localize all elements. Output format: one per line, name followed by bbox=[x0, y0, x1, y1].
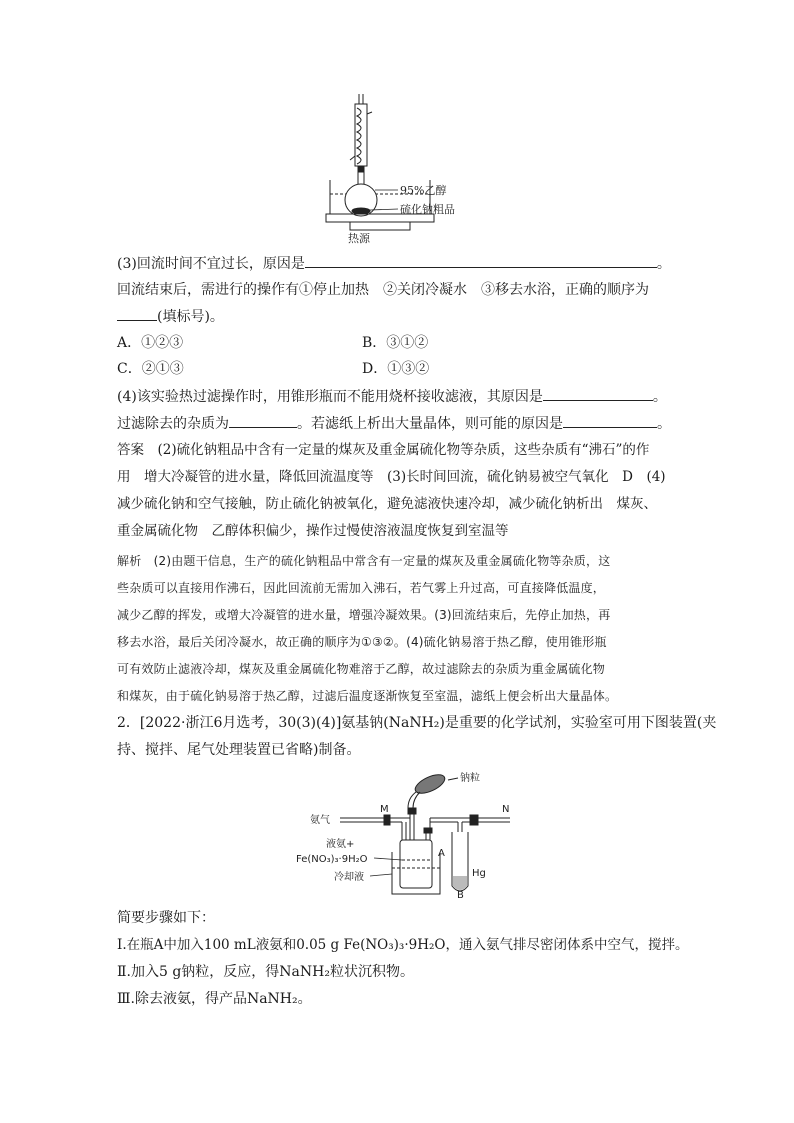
q4-answer-blank-3 bbox=[563, 413, 657, 428]
option-c: C．②①③ bbox=[117, 361, 184, 377]
tube-b-icon bbox=[452, 832, 468, 891]
q2-line2: 持、搅拌、尾气处理装置已省略)制备。 bbox=[117, 742, 361, 758]
condenser-icon bbox=[350, 94, 372, 172]
step-1: Ⅰ.在瓶A中加入100 mL液氨和0.05 g Fe(NO₃)₃·9H₂O，通入氨气排尽密闭体系中空气，搅拌。 bbox=[117, 937, 689, 953]
solution-line-4: 移去水浴，最后关闭冷凝水，故正确的顺序为①③②。(4)硫化钠易溶于热乙醇，使用锥形瓶 bbox=[117, 635, 607, 649]
answer-line-1: 答案 (2)硫化钠粗品中含有一定量的煤灰及重金属硫化物等杂质，这些杂质有“沸石”的作 bbox=[117, 442, 650, 458]
round-bottom-flask-icon bbox=[345, 172, 377, 216]
step-2: Ⅱ.加入5 g钠粒，反应，得NaNH₂粒状沉积物。 bbox=[117, 964, 414, 980]
label-liquid-ammonia: 液氨+ bbox=[326, 839, 355, 850]
solution-line-3: 减少乙醇的挥发，或增大冷凝管的进水量，增强冷凝效果。(3)回流结束后，先停止加热，再 bbox=[117, 608, 611, 622]
label-crude-sodium-sulfide: 硫化钠粗品 bbox=[400, 203, 455, 216]
q4-line1: (4)该实验热过滤操作时，用锥形瓶而不能用烧杯接收滤液，其原因是 。 bbox=[117, 386, 667, 407]
q3-answer-blank bbox=[305, 253, 657, 268]
option-b: B．③①② bbox=[362, 335, 429, 351]
answer-line-2: 用 增大冷凝管的进水量，降低回流温度等 (3)长时间回流，硫化钠易被空气氧化 D (4) bbox=[117, 469, 666, 485]
label-outlet-n: N bbox=[502, 804, 510, 815]
label-ammonia: 氨气 bbox=[310, 815, 330, 826]
solution-line-6: 和煤灰，由于硫化钠易溶于热乙醇，过滤后温度逐渐恢复至室温，滤纸上便会析出大量晶体。 bbox=[117, 689, 618, 703]
label-flask-a: A bbox=[438, 848, 445, 859]
q3-order-blank bbox=[117, 306, 157, 321]
solution-line-1: 解析 (2)由题干信息，生产的硫化钠粗品中常含有一定量的煤灰及重金属硫化物等杂质，这 bbox=[117, 554, 611, 568]
steps-intro: 简要步骤如下： bbox=[117, 910, 215, 926]
label-tube-b: B bbox=[457, 890, 464, 900]
q2-line1: 2．[2022·浙江6月选考，30(3)(4)]氨基钠(NaNH₂)是重要的化学试剂，实验室可用下图装置(夹 bbox=[117, 715, 717, 731]
step-3: Ⅲ.除去液氨，得产品NaNH₂。 bbox=[117, 991, 312, 1007]
label-ethanol: 95%乙醇 bbox=[400, 184, 447, 197]
option-d: D．①③② bbox=[362, 361, 430, 377]
solution-line-2: 些杂质可以直接用作沸石，因此回流前无需加入沸石，若气雾上升过高，可直接降低温度， bbox=[117, 581, 606, 595]
q4-answer-blank-2 bbox=[229, 413, 297, 428]
label-sodium: 钠粒 bbox=[460, 773, 480, 784]
reflux-apparatus-diagram bbox=[320, 90, 480, 245]
q3-prompt: (3)回流时间不宜过长，原因是 bbox=[117, 256, 305, 272]
q4-line2: 过滤除去的杂质为 。若滤纸上析出大量晶体，则可能的原因是 。 bbox=[117, 413, 671, 434]
q3-line2: 回流结束后，需进行的操作有①停止加热 ②关闭冷凝水 ③移去水浴，正确的顺序为 bbox=[117, 282, 649, 298]
option-a: A．①②③ bbox=[117, 335, 184, 351]
label-mercury: Hg bbox=[472, 868, 486, 879]
label-coolant: 冷却液 bbox=[334, 872, 364, 883]
sodium-amide-apparatus-diagram bbox=[290, 768, 520, 900]
label-heat-source: 热源 bbox=[348, 232, 370, 245]
solution-line-5: 可有效防止滤液冷却，煤灰及重金属硫化物难溶于乙醇，故过滤除去的杂质为重金属硫化物 bbox=[117, 662, 606, 676]
q3-line1: (3)回流时间不宜过长，原因是 。 bbox=[117, 253, 671, 274]
label-iron-nitrate: Fe(NO₃)₃·9H₂O bbox=[296, 854, 368, 865]
flask-a bbox=[400, 808, 432, 888]
heat-source bbox=[326, 214, 434, 230]
answer-line-4: 重金属硫化物 乙醇体积偏少，操作过慢使溶液温度恢复到室温等 bbox=[117, 523, 509, 539]
q4-answer-blank-1 bbox=[543, 386, 653, 401]
sodium-addition-tube-icon bbox=[408, 771, 458, 808]
label-valve-m: M bbox=[380, 804, 389, 815]
q3-line3: (填标号)。 bbox=[117, 306, 224, 327]
answer-line-3: 减少硫化钠和空气接触，防止硫化钠被氧化，避免滤液快速冷却，减少硫化钠析出 煤灰、 bbox=[117, 496, 657, 512]
